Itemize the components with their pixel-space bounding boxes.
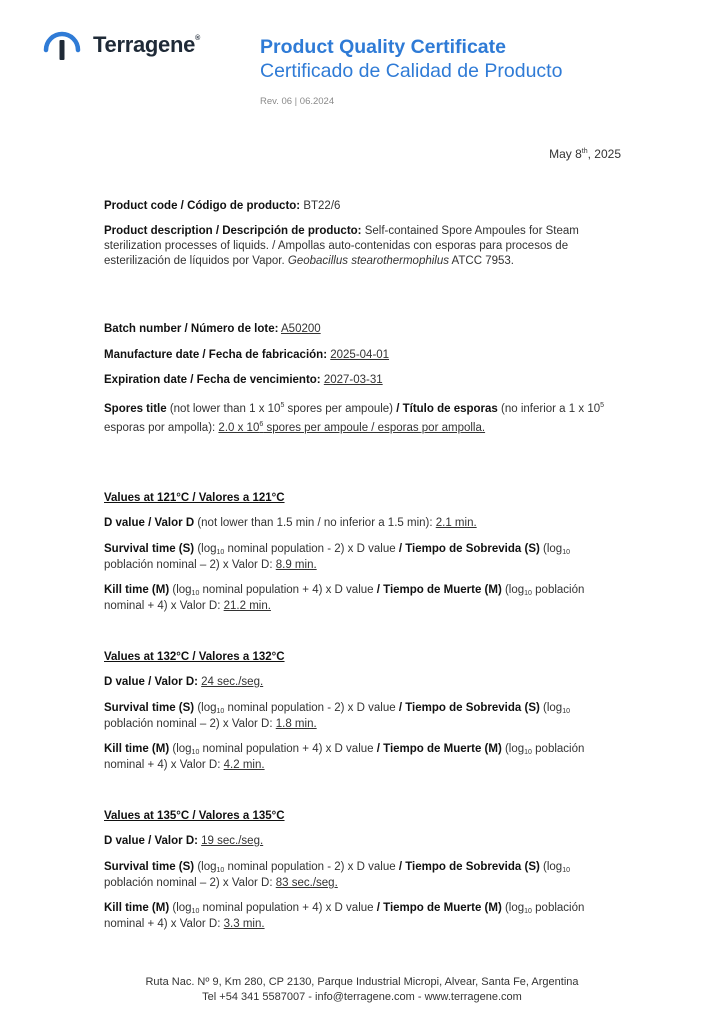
spores-title-line: Spores title (not lower than 1 x $10^5$ spores per ampoule) / Título de esporas (no inferior a 1 x $10^5$ esporas por ampolla): 2.0 x $10^6$ spores per ampoule / esporas por ampolla. <box>104 402 605 434</box>
revision-label: Rev. 06 | 06.2024 <box>260 96 335 107</box>
product-code-line: Product code / Código de producto: BT22/6 <box>104 200 341 212</box>
section-132-kill: Kill time (M) (log10 nominal population + 4) x D value / Tiempo de Muerte (M) (log10 población nominal + 4) x Valor D: 4.2 min. <box>104 743 585 771</box>
section-135-d-value: D value / Valor D: 19 sec./seg. <box>104 835 264 847</box>
section-121-d-value: D value / Valor D (not lower than 1.5 min / no inferior a 1.5 min): 2.1 min. <box>104 517 477 529</box>
brand-name: Terragene® <box>93 32 200 57</box>
section-132-survival: Survival time (S) (log10 nominal population - 2) x D value / Tiempo de Sobrevida (S) (log10 población nominal – 2) x Valor D: 1.8 min. <box>104 702 570 730</box>
section-132-heading: Values at 132°C / Valores a 132°C <box>104 651 285 663</box>
section-135-kill: Kill time (M) (log10 nominal population + 4) x D value / Tiempo de Muerte (M) (log10 población nominal + 4) x Valor D: 3.3 min. <box>104 902 585 930</box>
document-date: May 8th, 2025 <box>549 147 621 161</box>
batch-number-line: Batch number / Número de lote: A50200 <box>104 323 321 335</box>
footer-address: Ruta Nac. Nº 9, Km 280, CP 2130, Parque Industrial Micropi, Alvear, Santa Fe, Argentina <box>145 976 579 988</box>
expiration-date-line: Expiration date / Fecha de vencimiento: 2027-03-31 <box>104 374 383 386</box>
product-description: Product description / Descripción de producto: Self-contained Spore Ampoules for Steam sterilization processes of liquids. / Ampollas auto-contenidas con esporas para procesos de esterilización de líquidos por Vapor. Geobacillus stearothermophilus ATCC 7953. <box>104 225 579 267</box>
footer <box>0 975 724 1005</box>
page-subtitle: Certificado de Calidad de Producto <box>260 60 563 82</box>
section-132-d-value: D value / Valor D: 24 sec./seg. <box>104 676 264 688</box>
page-title: Product Quality Certificate <box>260 36 506 58</box>
terragene-logo <box>42 30 212 62</box>
section-121-kill: Kill time (M) (log10 nominal population + 4) x D value / Tiempo de Muerte (M) (log10 población nominal + 4) x Valor D: 21.2 min. <box>104 584 585 612</box>
section-135-survival: Survival time (S) (log10 nominal population - 2) x D value / Tiempo de Sobrevida (S) (log10 población nominal – 2) x Valor D: 83 sec./seg. <box>104 861 570 889</box>
section-121-survival: Survival time (S) (log10 nominal population - 2) x D value / Tiempo de Sobrevida (S) (log10 población nominal – 2) x Valor D: 8.9 min. <box>104 543 570 571</box>
footer-contact: Tel +54 341 5587007 - info@terragene.com - www.terragene.com <box>202 991 522 1003</box>
manufacture-date-line: Manufacture date / Fecha de fabricación: 2025-04-01 <box>104 349 390 361</box>
section-121-heading: Values at 121°C / Valores a 121°C <box>104 492 285 504</box>
section-135-heading: Values at 135°C / Valores a 135°C <box>104 810 285 822</box>
terragene-logo-icon <box>42 30 82 62</box>
